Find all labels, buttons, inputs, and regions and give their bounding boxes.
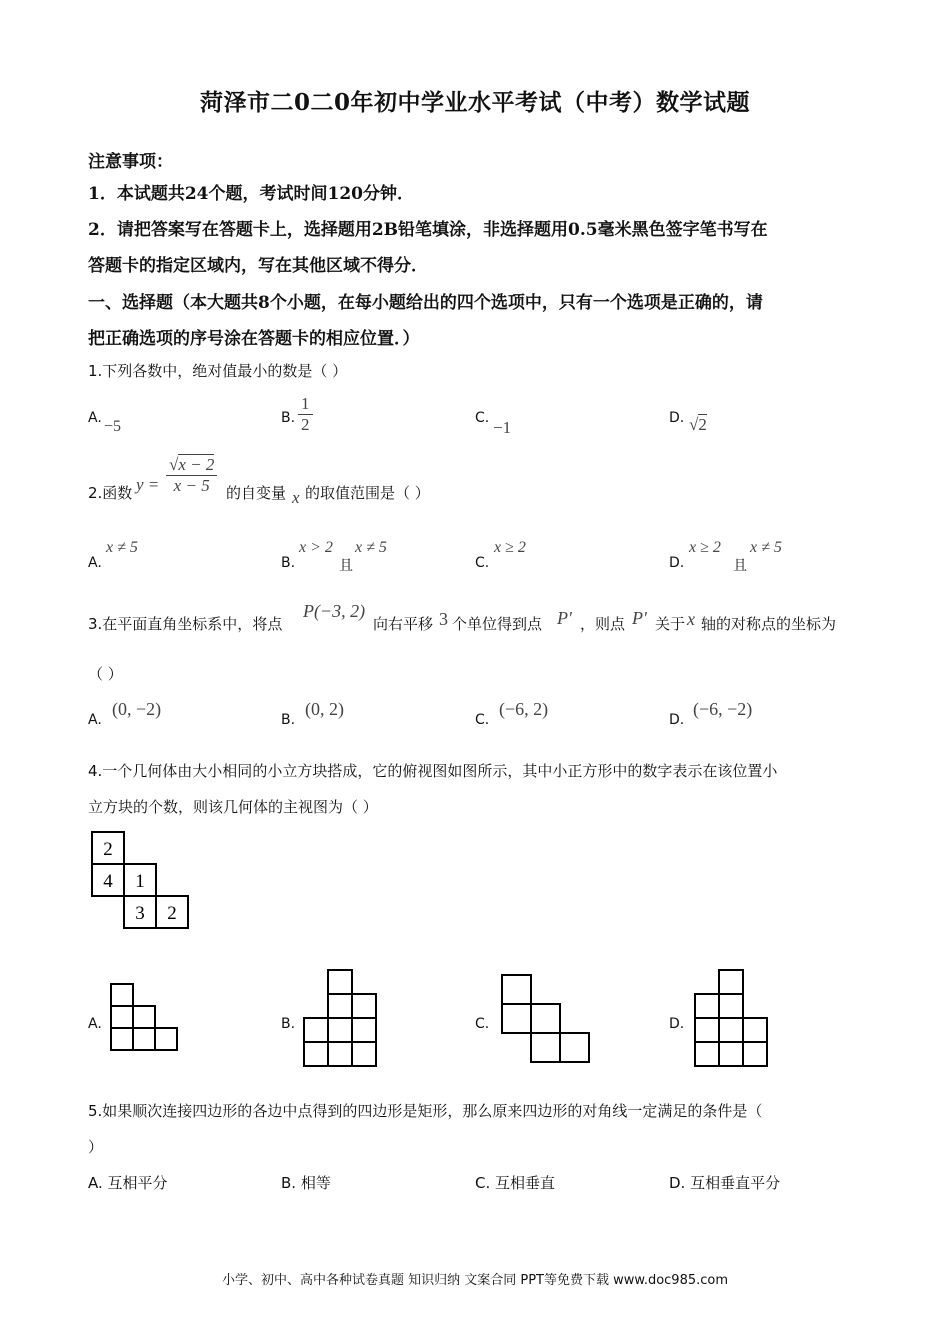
q2-option-c-label: C. [475, 555, 490, 571]
q4-option-b-front-view [300, 966, 382, 1068]
top-view-count: 1 [135, 871, 145, 892]
q1-option-d-radicand: 2 [698, 415, 707, 434]
q4-option-d-front-view [691, 966, 773, 1068]
q4-option-b-label: B. [281, 1016, 296, 1032]
q3-option-c-label: C. [475, 712, 490, 728]
q3-option-d-label: D. [669, 712, 685, 728]
q2-stem-suffix: 的取值范围是（ ） [305, 484, 430, 502]
q4-option-a-label: A. [88, 1016, 102, 1032]
q2-option-a-value: x ≠ 5 [106, 539, 138, 556]
q1-option-d-value: √2 [689, 415, 707, 434]
notice-item-2-line-2: 答题卡的指定区域内，写在其他区域不得分． [88, 256, 428, 276]
q1-option-b-denominator: 2 [301, 415, 310, 434]
front-view-cube [328, 970, 352, 994]
q3-answer-paren: （ ） [88, 665, 123, 683]
front-view-cube [695, 1018, 719, 1042]
front-view-cube [502, 975, 531, 1004]
q2-denominator: x − 5 [173, 476, 210, 495]
q1-option-d-label: D. [669, 410, 685, 426]
section-heading-line-2: 把正确选项的序号涂在答题卡的相应位置．） [88, 329, 420, 349]
front-view-cube [111, 1028, 133, 1050]
q2-option-b-value-1: x > 2 [299, 539, 333, 556]
page-footer: 小学、初中、高中各种试卷真题 知识归纳 文案合同 PPT等免费下载 www.doc985.com [221, 1273, 729, 1288]
notice-item-2-line-1: 2．请把答案写在答题卡上，选择题用2B铅笔填涂，非选择题用0.5毫米黑色签字笔书写在 [88, 220, 768, 240]
q3-option-a-label: A. [88, 712, 102, 728]
front-view-cube [111, 1006, 133, 1028]
q2-option-c-value: x ≥ 2 [494, 539, 526, 556]
q1-option-c-label: C. [475, 410, 490, 426]
front-view-cube [133, 1028, 155, 1050]
q3-stem-units: 个单位得到点 [452, 615, 543, 633]
front-view-cube [531, 1004, 560, 1033]
q2-function-fraction: $\frac{√x - 2}{x - 5}$ [166, 455, 217, 496]
q2-stem-middle: 的自变量 [226, 484, 287, 502]
front-view-cube [695, 1042, 719, 1066]
front-view-cube [352, 1042, 376, 1066]
notice-heading: 注意事项： [88, 152, 173, 172]
q2-option-a-label: A. [88, 555, 102, 571]
q4-stem-line-2: 立方块的个数，则该几何体的主视图为（ ） [88, 798, 378, 816]
front-view-cube [352, 994, 376, 1018]
front-view-cube [560, 1033, 589, 1062]
front-view-cube [719, 1042, 743, 1066]
front-view-cube [743, 1018, 767, 1042]
q1-option-a-value: −5 [104, 418, 122, 435]
front-view-cube [328, 1018, 352, 1042]
front-view-cube [328, 1042, 352, 1066]
q3-stem-suffix: 轴的对称点的坐标为 [701, 615, 837, 633]
top-view-count: 2 [167, 903, 177, 924]
top-view-count: 2 [103, 839, 113, 860]
q2-option-b-value-2: x ≠ 5 [355, 539, 387, 556]
front-view-cube [719, 970, 743, 994]
q5-option-a: A. 互相平分 [88, 1174, 168, 1192]
q3-option-d-value: (−6, −2) [693, 699, 753, 719]
q3-stem-prefix: 3.在平面直角坐标系中，将点 [88, 615, 283, 633]
q3-option-b-label: B. [281, 712, 296, 728]
q3-point-prime: P′ [557, 608, 572, 628]
q4-option-c-label: C. [475, 1016, 490, 1032]
q5-option-d: D. 互相垂直平分 [669, 1174, 781, 1192]
q3-stem-about: 关于 [655, 615, 686, 633]
top-view-count: 3 [135, 903, 145, 924]
q3-option-c-value: (−6, 2) [499, 699, 549, 719]
front-view-cube [719, 1018, 743, 1042]
front-view-cube [155, 1028, 177, 1050]
q3-option-a-value: (0, −2) [112, 699, 162, 719]
front-view-cube [719, 994, 743, 1018]
q2-option-d-and: 且 [733, 558, 747, 574]
front-view-cube [304, 1042, 328, 1066]
q2-numerator: x − 2 [178, 455, 215, 474]
q1-option-c-value: −1 [493, 418, 512, 437]
q5-option-b: B. 相等 [281, 1174, 331, 1192]
front-view-cube [111, 984, 133, 1006]
q2-option-d-value-1: x ≥ 2 [689, 539, 721, 556]
q3-stem-then: ，则点 [580, 615, 626, 633]
q2-option-d-value-2: x ≠ 5 [750, 539, 782, 556]
top-view-count: 4 [103, 871, 113, 892]
q2-option-b-and: 且 [339, 558, 353, 574]
q2-function-y: y = [136, 475, 160, 494]
front-view-cube [352, 1018, 376, 1042]
page-title: 菏泽市二0二0年初中学业水平考试（中考）数学试题 [199, 89, 750, 116]
q1-option-b-label: B. [281, 410, 296, 426]
q4-option-a-front-view [105, 978, 180, 1070]
q3-shift-units: 3 [439, 609, 448, 629]
q3-option-b-value: (0, 2) [305, 699, 344, 719]
q4-stem-line-1: 4.一个几何体由大小相同的小立方块搭成，它的俯视图如图所示，其中小正方形中的数字表示在该位置小 [88, 762, 778, 780]
q4-option-c-front-view [497, 970, 593, 1066]
q1-option-b-fraction [298, 394, 313, 435]
q2-stem-prefix: 2.函数 [88, 484, 133, 502]
front-view-cube [502, 1004, 531, 1033]
q2-variable: x [292, 488, 300, 507]
q3-point: P(−3, 2) [303, 601, 366, 621]
q1-option-b-numerator: 1 [298, 394, 313, 415]
front-view-cube [531, 1033, 560, 1062]
q2-option-b-label: B. [281, 555, 296, 571]
q1-stem: 1.下列各数中，绝对值最小的数是（ ） [88, 362, 348, 380]
notice-item-1: 1．本试题共24个题，考试时间120分钟． [88, 184, 414, 204]
section-heading-line-1: 一、选择题（本大题共8个小题，在每小题给出的四个选项中，只有一个选项是正确的，请 [88, 293, 763, 313]
q4-option-d-label: D. [669, 1016, 685, 1032]
front-view-cube [133, 1006, 155, 1028]
q5-stem-line-2: ） [88, 1138, 104, 1156]
q5-option-c: C. 互相垂直 [475, 1174, 556, 1192]
q4-top-view-grid [85, 825, 195, 930]
front-view-cube [695, 994, 719, 1018]
q1-option-a-label: A. [88, 410, 102, 426]
q3-axis-variable: x [687, 609, 695, 629]
front-view-cube [743, 1042, 767, 1066]
q3-stem-move: 向右平移 [373, 615, 434, 633]
front-view-cube [304, 1018, 328, 1042]
q2-option-d-label: D. [669, 555, 685, 571]
q3-point-prime-2: P′ [632, 608, 647, 628]
front-view-cube [328, 994, 352, 1018]
q5-stem-line-1: 5.如果顺次连接四边形的各边中点得到的四边形是矩形，那么原来四边形的对角线一定满足的条件是（ [88, 1102, 763, 1120]
